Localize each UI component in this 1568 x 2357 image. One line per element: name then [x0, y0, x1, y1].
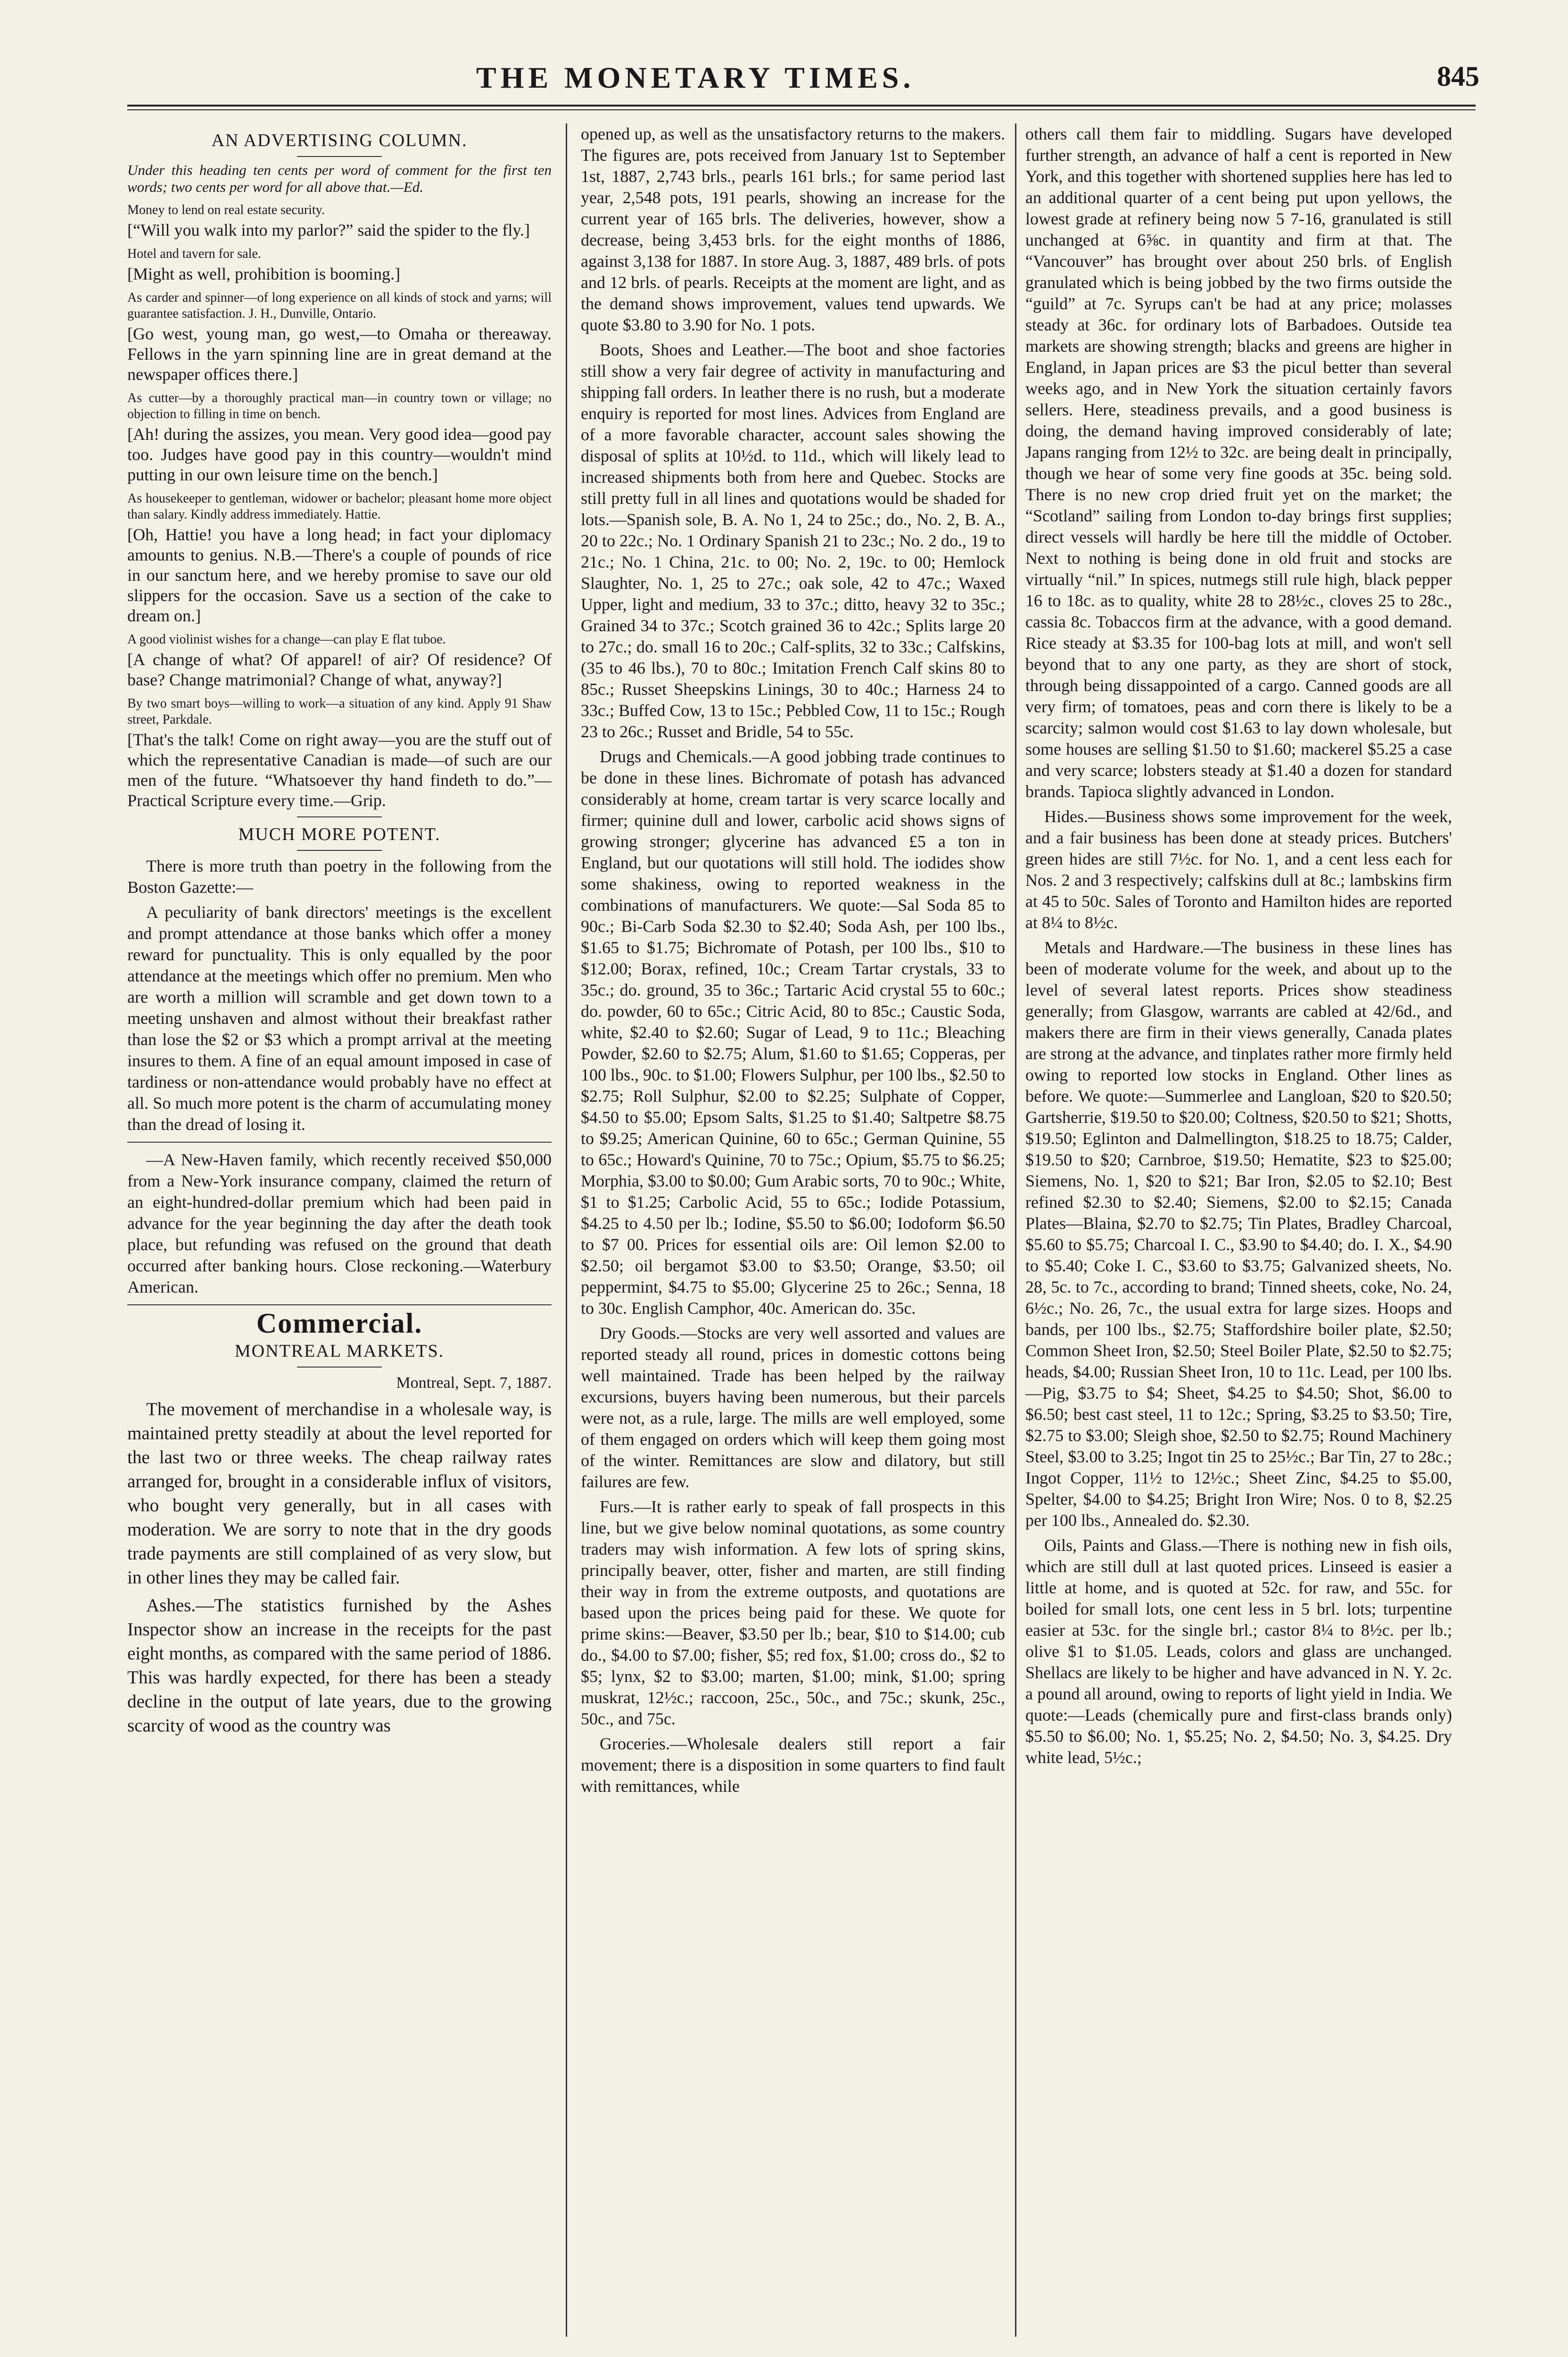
column-divider: [566, 124, 567, 2337]
potent-heading: MUCH MORE POTENT.: [238, 824, 441, 844]
editor-note: Under this heading ten cents per word of comment for the first ten words; two cents per word for all above that.—Ed.: [127, 162, 552, 195]
article-paragraph: Metals and Hardware.—The business in these lines has been of moderate volume for the week, and about up to the level of several latest reports. Prices show steadiness generally; from Glasgow, warrants are cabled at 42/6d., and makers there are firm in their views generally, Canada plates are strong at the advance, and tinplates rather more firmly held owing to reported low stocks in England. Other lines as before. We quote:—Summerlee and Langloan, $20 to $20.50; Gartsherrie, $19.50 to $20.00; Coltness, $20.50 to $21; Shotts, $19.50; Eglinton and Dalmellington, $18.25 to 18.75; Calder, $19.50 to $20; Carnbroe, $19.50; Hematite, $23 to $25.00; Siemens, No. 1, $20 to $21; Bar Iron, $2.05 to $2.10; Best refined $2.30 to $2.40; Siemens, $2.00 to $2.15; Canada Plates—Blaina, $2.70 to $2.75; Tin Plates, Bradley Charcoal, $5.60 to $5.75; Charcoal I. C., $3.90 to $4.40; do. I. X., $4.90 to $5.40; Coke I. C., $3.60 to $3.75; Galvanized sheets, No. 28, 5c. to 7c., according to brand; Tinned sheets, coke, No. 24, 6½c.; No. 26, 7c., the usual extra for large sizes. Hoops and bands, per 100 lbs., $2.75; Staffordshire boiler plate, $2.50; Common Sheet Iron, $2.50; Steel Boiler Plate, $2.50 to $2.75; heads, $4.00; Russian Sheet Iron, 10 to 11c. Lead, per 100 lbs.—Pig, $3.75 to $4; Sheet, $4.25 to $4.50; Shot, $6.00 to $6.50; best cast steel, 11 to 12c.; Spring, $3.25 to $3.50; Tire, $2.75 to $3.00; Sleigh shoe, $2.50 to $2.75; Round Machinery Steel, $3.00 to 3.25; Ingot tin 25 to 25½c.; Bar Tin, 27 to 28c.; Ingot Copper, 11½ to 12½c.; Sheet Zinc, $4.25 to $5.00, Spelter, $4.00 to $4.25; Bright Iron Wire; Nos. 0 to 8, $2.25 per 100 lbs., Annealed do. $2.30.: [1025, 938, 1452, 1530]
article-paragraph: There is more truth than poetry in the following from the Boston Gazette:—: [127, 857, 552, 897]
article-paragraph: Boots, Shoes and Leather.—The boot and shoe factories still show a very fair degree of activity in manufacturing and shipping fall orders. In leather there is no rush, but a moderate enquiry is reported for most lines. Advices from England are of a more favorable character, account sales showing the disposal of splits at 10½d. to 11d., which will likely lead to increased shipments both from here and Quebec. Stocks are still pretty full in all lines and quotations would be shaded for lots.—Spanish sole, B. A. No 1, 24 to 25c.; do., No. 2, B. A., 20 to 22c.; No. 1 Ordinary Spanish 21 to 23c.; No. 2 do., 19 to 21c.; No. 1 China, 21c. to 00; No. 2, 19c. to 00; Hemlock Slaughter, No. 1, 25 to 27c.; oak sole, 42 to 47c.; Waxed Upper, light and medium, 33 to 37c.; ditto, heavy 32 to 35c.; Grained 34 to 37c.; Scotch grained 36 to 42c.; Splits large 20 to 27c.; do. small 16 to 20c.; Calf-splits, 32 to 33c.; Calfskins, (35 to 46 lbs.), 70 to 80c.; Imitation French Calf skins 80 to 85c.; Russet Sheepskins Linings, 30 to 40c.; Harness 24 to 33c.; Buffed Cow, 13 to 15c.; Pebbled Cow, 11 to 15c.; Rough 23 to 26c.; Russet and Bridle, 54 to 55c.: [581, 340, 1005, 741]
ad-comment: [Go west, young man, go west,—to Omaha or thereaway. Fellows in the yarn spinning line are in great demand at the newspaper offices there.]: [127, 324, 552, 384]
article-paragraph: Ashes.—The statistics furnished by the Ashes Inspector show an increase in the receipts for the past eight months, as compared with the same period of 1886. This was hardly expected, for there has been a steady decline in the output of late years, due to the growing scarcity of wood as the country was: [127, 1595, 552, 1736]
ad-list: [127, 202, 552, 811]
article-paragraph: The movement of merchandise in a wholesale way, is maintained pretty steadily at about the level reported for the last two or three weeks. The cheap railway rates arranged for, brought in a considerable influx of visitors, who bought very generally, but in all cases with moderation. We are sorry to note that in the dry goods trade payments are still complained of as very slow, but in other lines they may be called fair.: [127, 1399, 552, 1588]
column-divider: [1015, 124, 1016, 2337]
masthead-rule: [127, 105, 1476, 107]
ad-comment: [Ah! during the assizes, you mean. Very good idea—good pay too. Judges have good pay in this country—wouldn't mind putting in our own leisure time on the bench.]: [127, 425, 552, 484]
article-paragraph: Groceries.—Wholesale dealers still report a fair movement; there is a disposition in some quarters to find fault with remittances, while: [581, 1734, 1005, 1796]
dateline: Montreal, Sept. 7, 1887.: [396, 1374, 552, 1392]
article-paragraph: Hides.—Business shows some improvement for the week, and a fair business has been done at steady prices. Butchers' green hides are still 7½c. for No. 1, and a cent less each for Nos. 2 and 3 respectively; calfskins dull at 8c.; lambskins firm at 45 to 50c. Sales of Toronto and Hamilton hides are reported at 8¼ to 8½c.: [1025, 807, 1452, 932]
ad-item: A good violinist wishes for a change—can play E flat tuboe.: [127, 632, 446, 647]
ad-comment: [“Will you walk into my parlor?” said the spider to the fly.]: [127, 221, 530, 239]
column-2: [581, 124, 1005, 2337]
ad-item: Money to lend on real estate security.: [127, 203, 325, 217]
section-rule: [127, 1304, 552, 1305]
section-rule: [127, 1142, 552, 1143]
heading-rule: [297, 850, 382, 851]
article-paragraph: Dry Goods.—Stocks are very well assorted and values are reported steady all round, prices in domestic cottons being well maintained. Trade has been helped by the railway excursions, buyers having been numerous, but their parcels were not, as a rule, large. The mills are well employed, some of them engaged on orders which will keep them going most of the winter. Remittances are slow and dilatory, but still failures are few.: [581, 1324, 1005, 1491]
column-1: [127, 124, 552, 2337]
heading-rule: [297, 1367, 382, 1368]
ad-item: As carder and spinner—of long experience on all kinds of stock and yarns; will guarantee satisfaction. J. H., Dunville, Ontario.: [127, 290, 552, 321]
page-number: 845: [1437, 61, 1479, 92]
ad-item: As cutter—by a thoroughly practical man—in country town or village; no objection to filling in time on bench.: [127, 391, 552, 421]
masthead-title: THE MONETARY TIMES.: [476, 61, 915, 94]
heading-rule: [297, 156, 382, 157]
section-title: Commercial.: [256, 1308, 423, 1339]
article-paragraph: Furs.—It is rather early to speak of fall prospects in this line, but we give below nominal quotations, as some country traders may wish information. A few lots of spring skins, principally beaver, otter, fisher and marten, are still finding their way in from the extreme outposts, and quotations are based upon the prices being paid for these. We quote for prime skins:—Beaver, $3.50 per lb.; bear, $10 to $14.00; cub do., $4.00 to $7.00; fisher, $5; red fox, $1.00; cross do., $2 to $5; lynx, $2 to $3.00; marten, $1.00; mink, $1.00; spring muskrat, 12½c.; raccoon, 25c., 50c., and 75c.; skunk, 25c., 50c., and 75c.: [581, 1497, 1005, 1728]
advertising-heading: AN ADVERTISING COLUMN.: [211, 131, 468, 150]
ad-comment: [Might as well, prohibition is booming.]: [127, 264, 400, 283]
article-paragraph: Oils, Paints and Glass.—There is nothing new in fish oils, which are still dull at last quoted prices. Linseed is easier a little at home, and is quoted at 52c. for raw, and 55c. for boiled for small lots, one cent less in 5 brl. lots; turpentine easier at 53c. for the single brl.; castor 8¼ to 8½c. per lb.; olive $1 to $1.05. Leads, colors and glass are unchanged. Shellacs are likely to be higher and have advanced in N. Y. 2c. a pound all around, owing to reports of light yield in India. We quote:—Leads (chemically pure and first-class brands only) $5.50 to $6.00; No. 1, $5.25; No. 2, $4.50; No. 3, $4.25. Dry white lead, 5½c.;: [1025, 1536, 1452, 1767]
masthead-rule-thin: [127, 109, 1476, 110]
article-paragraph: others call them fair to middling. Sugars have developed further strength, an advance of half a cent is reported in New York, and this together with shortened supplies here has led to an additional quarter of a cent being put upon yellows, the lowest grade at refinery being now 5 7-16, granulated is still unchanged at 6⅝c. in quantity and firm at that. The “Vancouver” has brought over about 250 brls. of English granulated which is being jobbed by the two firms outside the “guild” at 7c. Syrups can't be had at any price; molasses steady at 36c. for ordinary lots of Barbadoes. Outside tea markets are showing strength; blacks and greens are higher in England, in Japan prices are $3 the picul better than several weeks ago, and in New York the situation certainly favors sellers. Here, steadiness prevails, and a good business is doing, the demand having improved considerably of late; Japans ranging from 12½ to 32c. are being dealt in principally, though we hear of some very fine goods at 35c. being sold. There is no new crop dried fruit yet on the market; the “Scotland” sailing from London to-day brings first supplies; direct vessels will hardly be here till the middle of October. Next to nothing is being done in old fruit and stocks are virtually “nil.” In spices, nutmegs still rule high, black pepper 16 to 18c. as to quality, white 28 to 28½c., cloves 25 to 28c., cassia 8c. Tobaccos firm at the advance, with a good demand. Rice steady at $3.35 for 100-bag lots at mill, and won't sell beyond that to any one party, as they are short of stock, through being dissappointed of a cargo. Canned goods are all very firm; of tomatoes, peas and corn there is likely to be a scarcity; salmon would cost $1.63 to lay down wholesale, but some houses are selling $1.50 to $1.60; mackerel $5.25 a case and very scarce; lobsters steady at $1.40 a dozen for standard brands. Tapioca slightly advanced in London.: [1025, 124, 1452, 801]
column-3: [1025, 124, 1452, 2337]
ad-comment: [That's the talk! Come on right away—you are the stuff out of which the representative Canadian is made—of such are our men of the future. “Whatsoever thy hand findeth to do.”—Practical Scripture every time.—Grip.: [127, 730, 552, 810]
ad-item: By two smart boys—willing to work—a situation of any kind. Apply 91 Shaw street, Parkdale.: [127, 696, 552, 727]
article-paragraph: —A New-Haven family, which recently received $50,000 from a New-York insurance company, claimed the return of an eight-hundred-dollar premium which had been paid in advance for the year beginning the day after the death took place, but refunding was refused on the ground that death occurred after banking hours. Close reckoning.—Waterbury American.: [127, 1150, 552, 1296]
ad-item: Hotel and tavern for sale.: [127, 247, 261, 261]
article-paragraph: Drugs and Chemicals.—A good jobbing trade continues to be done in these lines. Bichromate of potash has advanced considerably at home, cream tartar is very scarce locally and firmer; quinine dull and lower, carbolic acid shows signs of growing stronger; glycerine has advanced £5 a ton in England, but our quotations will still hold. The iodides show some shakiness, owing to reported weakness in the combinations of manufacturers. We quote:—Sal Soda 85 to 90c.; Bi-Carb Soda $2.30 to $2.40; Soda Ash, per 100 lbs., $1.65 to $1.75; Bichromate of Potash, per 100 lbs., $10 to $12.00; Borax, refined, 10c.; Cream Tartar crystals, 33 to 35c.; do. ground, 35 to 36c.; Tartaric Acid crystal 55 to 60c.; do. powder, 60 to 65c.; Citric Acid, 80 to 85c.; Caustic Soda, white, $2.40 to $2.60; Sugar of Lead, 9 to 11c.; Bleaching Powder, $2.60 to $2.75; Alum, $1.60 to $1.65; Copperas, per 100 lbs., 90c. to $1.00; Flowers Sulphur, per 100 lbs., $2.50 to $2.75; Roll Sulphur, $2.00 to $2.25; Sulphate of Copper, $4.50 to $5.00; Epsom Salts, $1.25 to $1.40; Saltpetre $8.75 to $9.25; American Quinine, 60 to 65c.; German Quinine, 55 to 65c.; Howard's Quinine, 70 to 75c.; Opium, $5.75 to $6.25; Morphia, $3.00 to $0.00; Gum Arabic sorts, 70 to 90c.; White, $1 to $1.25; Carbolic Acid, 55 to 65c.; Iodide Potassium, $4.25 to 4.50 per lb.; Iodine, $5.50 to $6.00; Iodoform $6.50 to $7 00. Prices for essential oils are: Oil lemon $2.00 to $2.50; oil bergamot $3.00 to $3.50; Orange, $3.50; oil peppermint, $4.75 to $5.00; Glycerine 25 to 26c.; Senna, 18 to 30c. English Camphor, 40c. American do. 35c.: [581, 747, 1005, 1318]
ad-comment: [Oh, Hattie! you have a long head; in fact your diplomacy amounts to genius. N.B.—There's a couple of pounds of rice in our sanctum here, and we hereby promise to save our old slippers for the occasion. Save us a section of the cake to dream on.]: [127, 525, 552, 625]
article-paragraph: A peculiarity of bank directors' meetings is the excellent and prompt attendance at those banks which offer a money reward for punctuality. This is only equalled by the poor attendance at the meetings which offer no premium. Men who are worth a million will scramble and get down town to a meeting unshaven and almost without their breakfast rather than lose the $2 or $3 which a prompt arrival at the meeting insures to them. A fine of an equal amount imposed in case of tardiness or non-attendance would probably have no effect at all. So much more potent is the charm of accumulating money than the dread of losing it.: [127, 903, 552, 1134]
markets-heading: MONTREAL MARKETS.: [234, 1341, 445, 1361]
ad-comment: [A change of what? Of apparel! of air? Of residence? Of base? Change matrimonial? Change of what, anyway?]: [127, 650, 552, 689]
article-paragraph: opened up, as well as the unsatisfactory returns to the makers. The figures are, pots received from January 1st to September 1st, 1887, 2,743 brls., pearls 161 brls.; for same period last year, 2,548 pots, 191 pearls, showing an increase for the current year of 165 brls. The deliveries, however, show a decrease, being 3,453 brls. for the eight months of 1886, against 3,138 for 1887. In store Aug. 3, 1887, 489 brls. of pots and 12 brls. of pearls. Receipts at the moment are light, and as the demand shows improvement, values tend upwards. We quote $3.80 to 3.90 for No. 1 pots.: [581, 124, 1005, 334]
ad-item: As housekeeper to gentleman, widower or bachelor; pleasant home more object than salary. Kindly address immediately. Hattie.: [127, 491, 552, 522]
section-rule: [297, 816, 382, 817]
